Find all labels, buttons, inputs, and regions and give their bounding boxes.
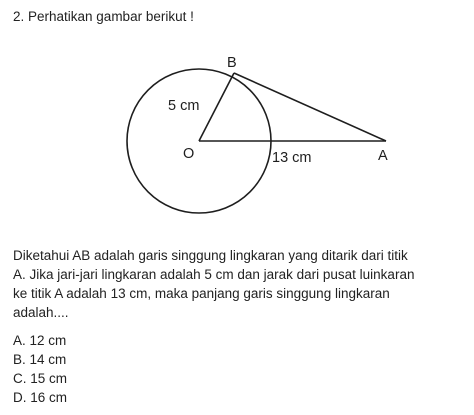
point-a-label: A xyxy=(378,148,388,164)
question-heading: 2. Perhatikan gambar berikut ! xyxy=(13,9,194,24)
answer-options xyxy=(13,331,67,407)
problem-line: ke titik A adalah 13 cm, maka panjang garis singgung lingkaran xyxy=(13,286,390,301)
option-a[interactable]: A. 12 cm xyxy=(13,333,67,348)
problem-line: A. Jika jari-jari lingkaran adalah 5 cm dan jarak dari pusat luinkaran xyxy=(13,267,415,282)
option-d[interactable]: D. 16 cm xyxy=(13,390,68,405)
option-b[interactable]: B. 14 cm xyxy=(13,352,67,367)
point-o-label: O xyxy=(183,146,195,162)
option-c[interactable]: C. 15 cm xyxy=(13,371,68,386)
distance-label: 13 cm xyxy=(272,150,312,166)
point-b-label: B xyxy=(227,55,237,71)
tangent-line-ab xyxy=(234,73,386,141)
radius-label: 5 cm xyxy=(168,98,200,114)
radius-line-ob xyxy=(199,73,234,141)
problem-line: Diketahui AB adalah garis singgung lingkaran yang ditarik dari titik xyxy=(13,248,408,263)
problem-line: adalah.... xyxy=(13,305,69,320)
problem-statement xyxy=(13,246,465,322)
